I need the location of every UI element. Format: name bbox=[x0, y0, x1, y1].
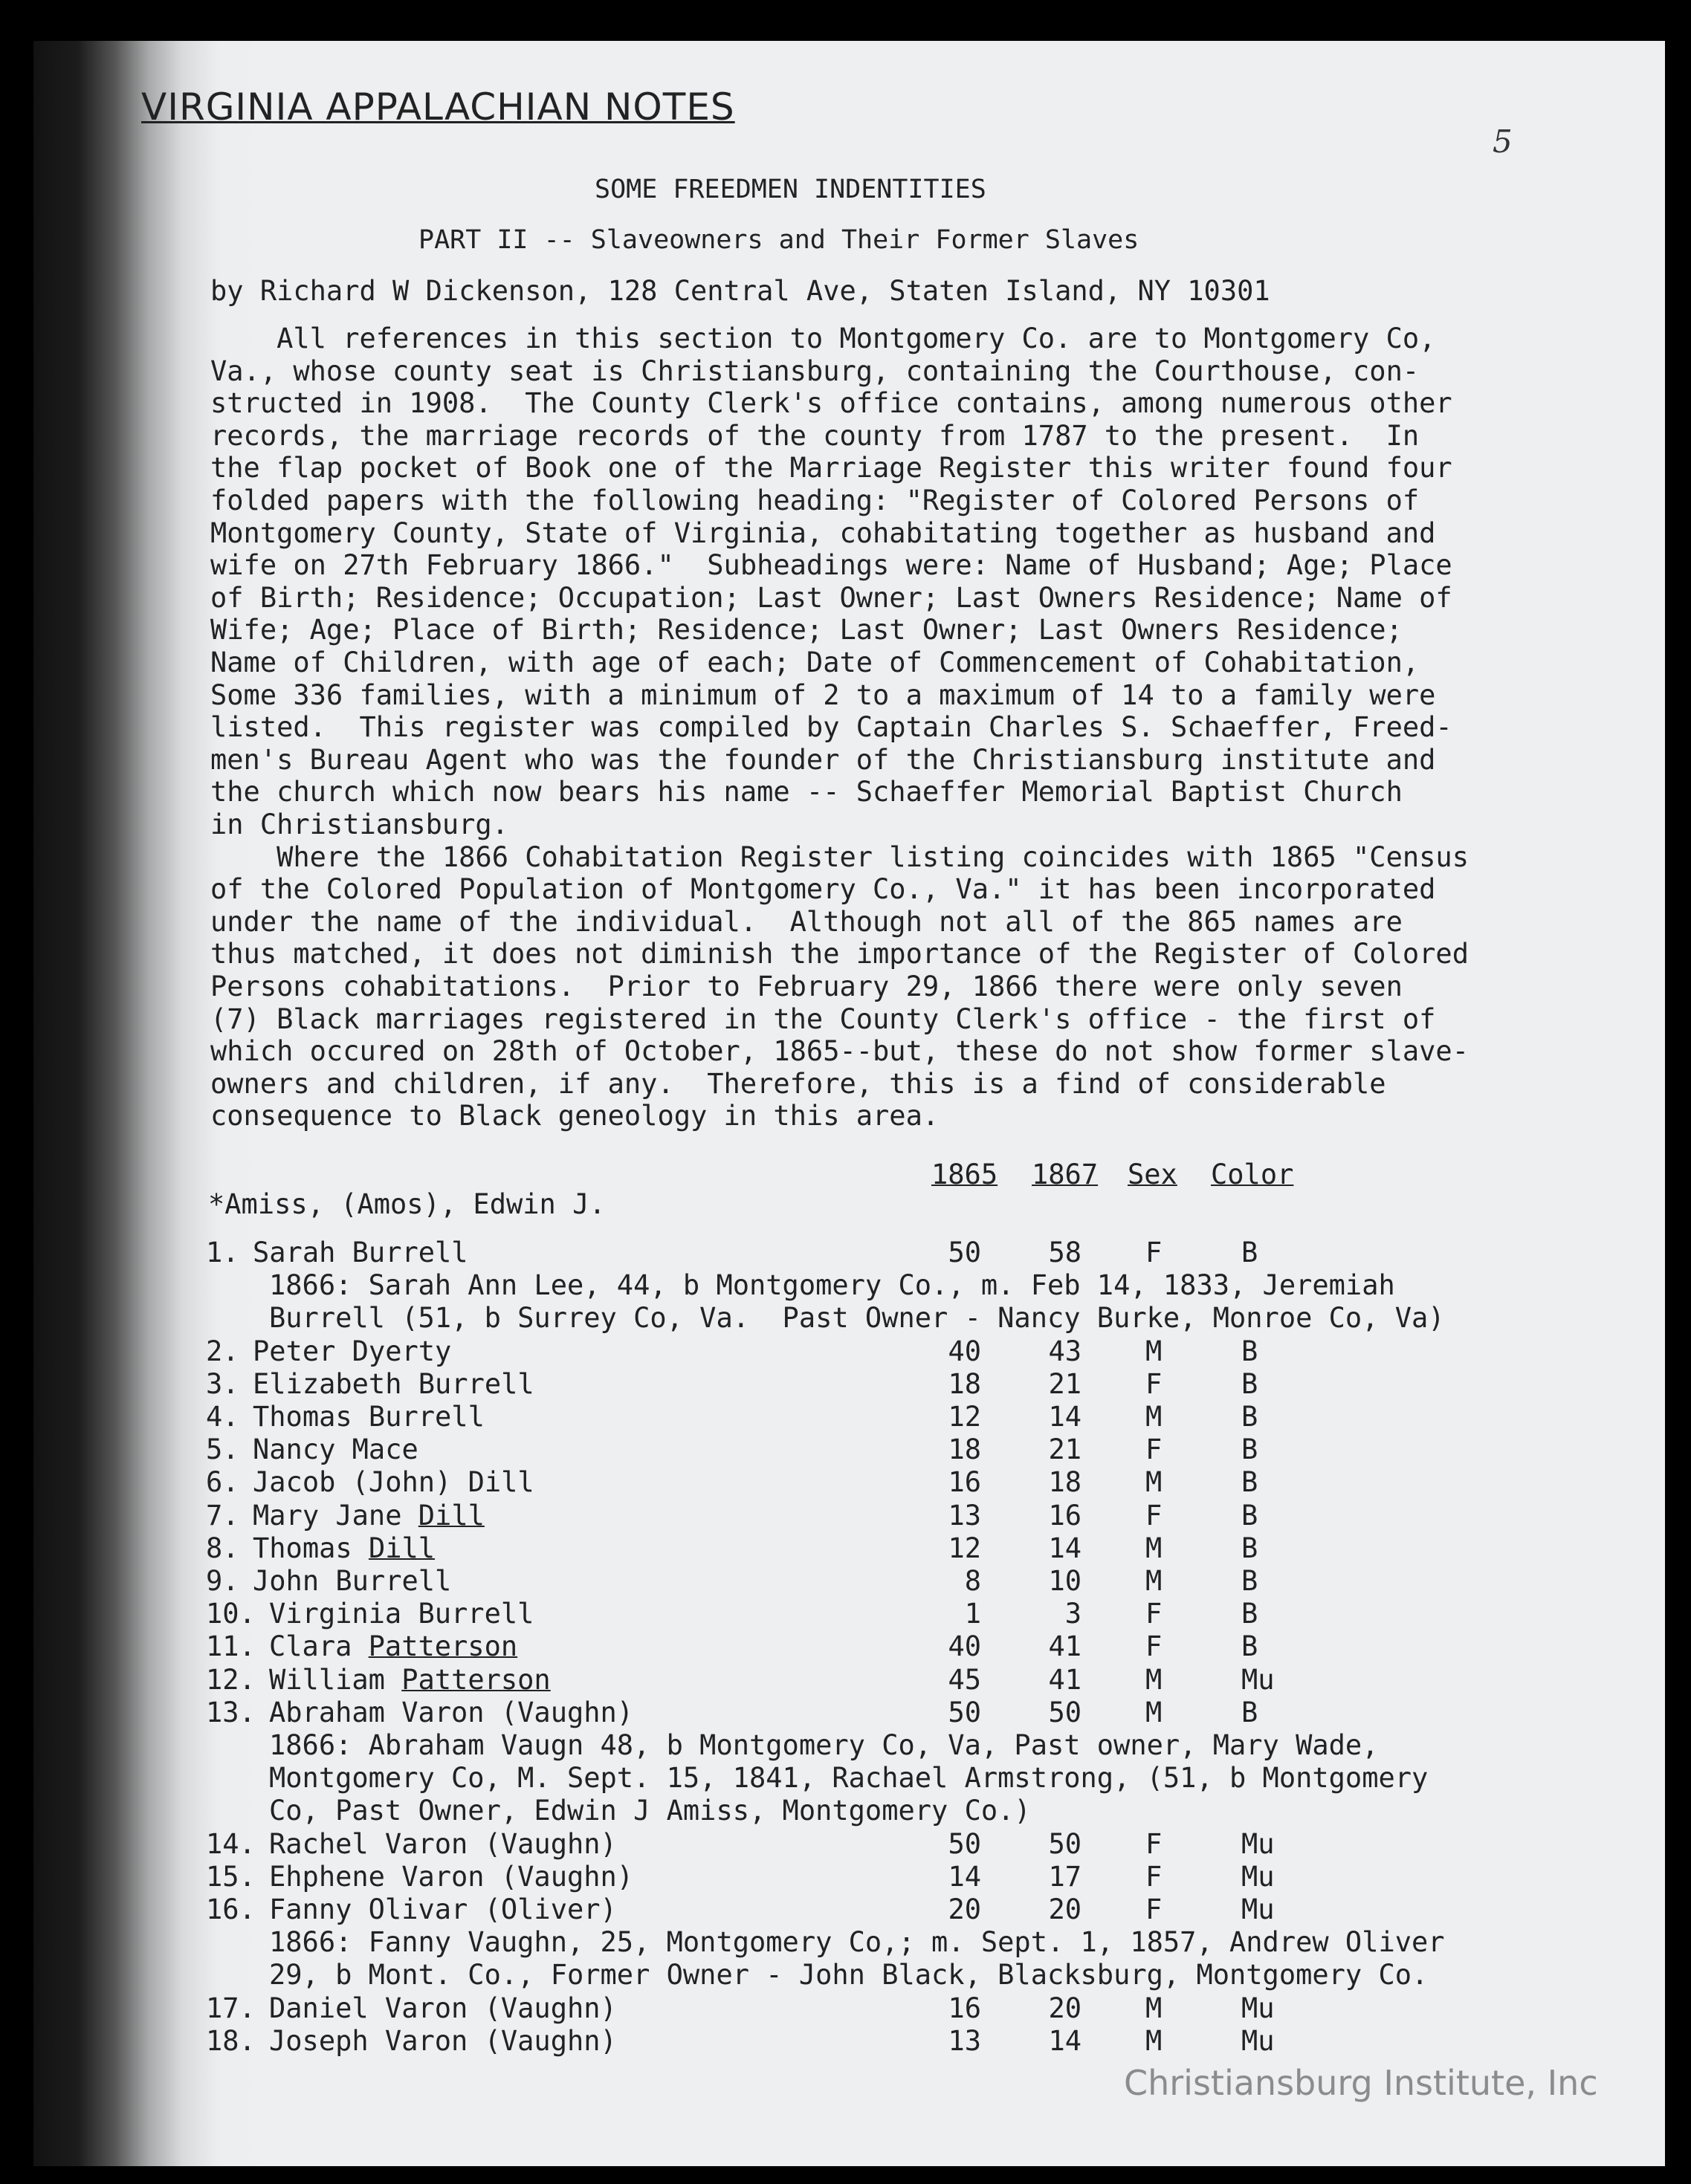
row-name-text: Mary Jane bbox=[253, 1499, 418, 1532]
row-name-text: Fanny Olivar (Oliver) bbox=[269, 1893, 617, 1925]
body-line: men's Bureau Agent who was the founder of the Christiansburg institute and bbox=[210, 743, 1436, 776]
row-name-text: Elizabeth Burrell bbox=[253, 1367, 534, 1400]
value-color: Mu bbox=[1241, 1992, 1275, 2024]
article-title: SOME FREEDMEN INDENTITIES bbox=[595, 175, 986, 204]
row-name-text: William bbox=[269, 1663, 402, 1696]
owner-heading: *Amiss, (Amos), Edwin J. bbox=[208, 1188, 606, 1220]
row-name bbox=[269, 2024, 617, 2057]
value-1867: 58 bbox=[1048, 1237, 1081, 1268]
row-note-line: 1866: Abraham Vaugn 48, b Montgomery Co, Va, Past owner, Mary Wade, bbox=[269, 1729, 1379, 1761]
body-line: Wife; Age; Place of Birth; Residence; Last Owner; Last Owners Residence; bbox=[210, 614, 1403, 647]
value-color: B bbox=[1241, 1466, 1258, 1499]
row-name-text: Thomas bbox=[253, 1532, 369, 1564]
row-number: 3. bbox=[206, 1367, 239, 1400]
row-surname-underlined: Patterson bbox=[368, 1630, 518, 1663]
value-1867: 21 bbox=[1048, 1433, 1081, 1466]
row-name-text: Joseph Varon (Vaughn) bbox=[269, 2024, 617, 2057]
value-sex: M bbox=[1145, 1663, 1163, 1696]
body-line: Where the 1866 Cohabitation Register listing coincides with 1865 "Census bbox=[210, 840, 1469, 873]
row-name-text: Ehphene Varon (Vaughn) bbox=[269, 1860, 634, 1893]
value-1867: 16 bbox=[1048, 1499, 1081, 1532]
row-name-text: Rachel Varon (Vaughn) bbox=[269, 1827, 617, 1860]
value-sex: M bbox=[1145, 1401, 1163, 1433]
row-name bbox=[269, 1893, 617, 1925]
row-number: 7. bbox=[206, 1499, 239, 1532]
row-name-text: Thomas Burrell bbox=[253, 1401, 485, 1433]
row-name bbox=[269, 1827, 617, 1860]
row-name bbox=[253, 1433, 418, 1466]
row-name-text: Virginia Burrell bbox=[269, 1598, 534, 1630]
column-header-sex: Sex bbox=[1128, 1159, 1177, 1190]
value-sex: M bbox=[1145, 1532, 1163, 1564]
row-note-line: Co, Past Owner, Edwin J Amiss, Montgomery Co.) bbox=[269, 1795, 1031, 1827]
row-name-text: Daniel Varon (Vaughn) bbox=[269, 1992, 617, 2024]
journal-header: VIRGINIA APPALACHIAN NOTES bbox=[141, 85, 735, 129]
value-1865: 40 bbox=[948, 1335, 981, 1367]
value-1867: 41 bbox=[1048, 1663, 1081, 1696]
value-color: B bbox=[1241, 1433, 1258, 1466]
body-line: records, the marriage records of the county from 1787 to the present. In bbox=[210, 419, 1420, 452]
row-name bbox=[269, 1663, 551, 1696]
body-line: listed. This register was compiled by Captain Charles S. Schaeffer, Freed- bbox=[210, 711, 1452, 744]
value-1867: 20 bbox=[1048, 1992, 1081, 2024]
value-1865: 14 bbox=[948, 1860, 981, 1893]
row-name-text: Jacob (John) Dill bbox=[253, 1466, 534, 1499]
row-name-text: John Burrell bbox=[253, 1565, 452, 1597]
value-1865: 1 bbox=[964, 1598, 981, 1630]
row-number: 14. bbox=[206, 1827, 256, 1860]
value-sex: F bbox=[1145, 1860, 1163, 1893]
value-color: Mu bbox=[1241, 2024, 1275, 2057]
row-number: 12. bbox=[206, 1663, 256, 1696]
value-sex: F bbox=[1145, 1893, 1163, 1925]
row-name bbox=[269, 1598, 534, 1630]
value-1865: 8 bbox=[964, 1565, 981, 1597]
value-color: Mu bbox=[1241, 1827, 1275, 1860]
row-name-text: Sarah Burrell bbox=[253, 1237, 468, 1268]
value-1865: 50 bbox=[948, 1237, 981, 1268]
column-header-color: Color bbox=[1211, 1159, 1294, 1190]
row-note-line: 29, b Mont. Co., Former Owner - John Black, Blacksburg, Montgomery Co. bbox=[269, 1959, 1429, 1992]
value-1865: 12 bbox=[948, 1401, 981, 1433]
value-1865: 18 bbox=[948, 1367, 981, 1400]
row-note-line: Montgomery Co, M. Sept. 15, 1841, Rachael Armstrong, (51, b Montgomery bbox=[269, 1762, 1429, 1795]
value-color: Mu bbox=[1241, 1860, 1275, 1893]
value-color: B bbox=[1241, 1696, 1258, 1728]
value-1867: 3 bbox=[1064, 1598, 1081, 1630]
value-sex: F bbox=[1145, 1499, 1163, 1532]
value-color: B bbox=[1241, 1630, 1258, 1663]
body-line: Some 336 families, with a minimum of 2 to a maximum of 14 to a family were bbox=[210, 678, 1436, 711]
value-sex: F bbox=[1145, 1433, 1163, 1466]
body-line: of Birth; Residence; Occupation; Last Owner; Last Owners Residence; Name of bbox=[210, 581, 1452, 614]
value-sex: M bbox=[1145, 1565, 1163, 1597]
value-color: B bbox=[1241, 1335, 1258, 1367]
value-sex: F bbox=[1145, 1630, 1163, 1663]
value-1865: 16 bbox=[948, 1992, 981, 2024]
row-name bbox=[253, 1532, 436, 1564]
row-surname-underlined: Dill bbox=[368, 1532, 436, 1564]
body-line: wife on 27th February 1866." Subheadings were: Name of Husband; Age; Place bbox=[210, 549, 1452, 582]
body-line: thus matched, it does not diminish the importance of the Register of Colored bbox=[210, 938, 1469, 971]
value-1865: 16 bbox=[948, 1466, 981, 1499]
column-header-1865: 1865 bbox=[931, 1159, 998, 1190]
body-line: of the Colored Population of Montgomery Co., Va." it has been incorporated bbox=[210, 873, 1436, 906]
body-line: the flap pocket of Book one of the Marriage Register this writer found four bbox=[210, 452, 1452, 485]
row-number: 10. bbox=[206, 1598, 256, 1630]
value-sex: F bbox=[1145, 1827, 1163, 1860]
body-line: under the name of the individual. Although not all of the 865 names are bbox=[210, 905, 1403, 938]
body-line: which occured on 28th of October, 1865--but, these do not show former slave- bbox=[210, 1035, 1469, 1068]
value-sex: F bbox=[1145, 1367, 1163, 1400]
value-sex: M bbox=[1145, 1992, 1163, 2024]
value-1867: 41 bbox=[1048, 1630, 1081, 1663]
value-1865: 45 bbox=[948, 1663, 981, 1696]
body-line: (7) Black marriages registered in the County Clerk's office - the first of bbox=[210, 1002, 1436, 1035]
body-line: owners and children, if any. Therefore, this is a find of considerable bbox=[210, 1067, 1386, 1100]
value-sex: M bbox=[1145, 1466, 1163, 1499]
value-1865: 13 bbox=[948, 1499, 981, 1532]
column-header-1867: 1867 bbox=[1032, 1159, 1099, 1190]
value-1865: 50 bbox=[948, 1827, 981, 1860]
value-color: B bbox=[1241, 1598, 1258, 1630]
row-number: 13. bbox=[206, 1696, 256, 1728]
row-name bbox=[269, 1992, 617, 2024]
value-1867: 10 bbox=[1048, 1565, 1081, 1597]
body-line: Montgomery County, State of Virginia, cohabitating together as husband and bbox=[210, 516, 1436, 549]
watermark: Christiansburg Institute, Inc bbox=[1124, 2063, 1598, 2103]
row-note-line: 1866: Sarah Ann Lee, 44, b Montgomery Co., m. Feb 14, 1833, Jeremiah bbox=[269, 1269, 1395, 1302]
row-number: 17. bbox=[206, 1992, 256, 2024]
row-name bbox=[253, 1567, 451, 1595]
value-1867: 21 bbox=[1048, 1367, 1081, 1400]
value-1867: 18 bbox=[1048, 1466, 1081, 1499]
row-name-text: Clara bbox=[269, 1630, 369, 1663]
row-surname-underlined: Patterson bbox=[401, 1663, 551, 1696]
value-sex: M bbox=[1145, 1335, 1163, 1367]
row-name bbox=[253, 1335, 452, 1367]
value-1865: 20 bbox=[948, 1893, 981, 1925]
row-name bbox=[253, 1499, 485, 1532]
article-subtitle: PART II -- Slaveowners and Their Former Slaves bbox=[418, 225, 1139, 255]
row-name-text: Nancy Mace bbox=[253, 1433, 418, 1466]
body-line: structed in 1908. The County Clerk's office contains, among numerous other bbox=[210, 387, 1452, 420]
value-sex: M bbox=[1145, 2024, 1163, 2057]
row-name-text: Peter Dyerty bbox=[253, 1335, 452, 1367]
row-number: 9. bbox=[206, 1565, 239, 1597]
row-number: 11. bbox=[206, 1630, 256, 1663]
value-1867: 50 bbox=[1048, 1827, 1081, 1860]
row-number: 1. bbox=[206, 1237, 239, 1268]
row-name bbox=[253, 1367, 534, 1400]
row-name bbox=[269, 1696, 634, 1728]
row-name bbox=[269, 1630, 518, 1663]
body-line: Va., whose county seat is Christiansburg, containing the Courthouse, con- bbox=[210, 354, 1420, 387]
row-note-line: Burrell (51, b Surrey Co, Va. Past Owner - Nancy Burke, Monroe Co, Va) bbox=[269, 1302, 1445, 1335]
value-1865: 18 bbox=[948, 1433, 981, 1466]
value-1867: 14 bbox=[1048, 1532, 1081, 1564]
value-1865: 40 bbox=[948, 1630, 981, 1663]
value-color: B bbox=[1241, 1367, 1258, 1400]
value-1865: 50 bbox=[948, 1696, 981, 1728]
value-color: B bbox=[1241, 1237, 1258, 1268]
row-number: 5. bbox=[206, 1433, 239, 1466]
value-1867: 50 bbox=[1048, 1696, 1081, 1728]
value-sex: F bbox=[1145, 1598, 1163, 1630]
body-line: consequence to Black geneology in this area. bbox=[210, 1100, 940, 1132]
value-sex: F bbox=[1145, 1237, 1163, 1268]
value-1867: 17 bbox=[1048, 1860, 1081, 1893]
row-name bbox=[269, 1860, 634, 1893]
body-line: folded papers with the following heading: "Register of Colored Persons of bbox=[210, 485, 1420, 516]
body-line: in Christiansburg. bbox=[210, 809, 508, 840]
value-sex: M bbox=[1145, 1696, 1163, 1728]
article-byline: by Richard W Dickenson, 128 Central Ave, Staten Island, NY 10301 bbox=[210, 275, 1270, 307]
row-name bbox=[253, 1401, 485, 1433]
row-name-text: Abraham Varon (Vaughn) bbox=[269, 1696, 634, 1728]
value-1867: 14 bbox=[1048, 2024, 1081, 2057]
value-1867: 14 bbox=[1048, 1401, 1081, 1433]
value-1867: 20 bbox=[1048, 1893, 1081, 1925]
value-color: B bbox=[1241, 1565, 1258, 1597]
body-line: All references in this section to Montgomery Co. are to Montgomery Co, bbox=[210, 323, 1436, 354]
value-color: Mu bbox=[1241, 1663, 1275, 1696]
row-surname-underlined: Dill bbox=[418, 1499, 485, 1532]
row-number: 4. bbox=[206, 1401, 239, 1433]
page-number: 5 bbox=[1493, 123, 1513, 160]
row-number: 8. bbox=[206, 1532, 239, 1564]
value-color: Mu bbox=[1241, 1893, 1275, 1925]
value-1867: 43 bbox=[1048, 1335, 1081, 1367]
value-1865: 12 bbox=[948, 1532, 981, 1564]
body-line: Name of Children, with age of each; Date of Commencement of Cohabitation, bbox=[210, 647, 1420, 678]
row-number: 16. bbox=[206, 1893, 256, 1925]
body-line: Persons cohabitations. Prior to February 29, 1866 there were only seven bbox=[210, 971, 1403, 1002]
row-note-line: 1866: Fanny Vaughn, 25, Montgomery Co,; m. Sept. 1, 1857, Andrew Oliver bbox=[269, 1926, 1445, 1959]
value-color: B bbox=[1241, 1499, 1258, 1532]
row-name bbox=[253, 1239, 468, 1266]
value-color: B bbox=[1241, 1532, 1258, 1564]
row-number: 6. bbox=[206, 1466, 239, 1499]
value-1865: 13 bbox=[948, 2024, 981, 2057]
body-line: the church which now bears his name -- Schaeffer Memorial Baptist Church bbox=[210, 776, 1403, 809]
value-color: B bbox=[1241, 1401, 1258, 1433]
row-number: 18. bbox=[206, 2024, 256, 2057]
row-number: 15. bbox=[206, 1860, 256, 1893]
row-number: 2. bbox=[206, 1335, 239, 1367]
row-name bbox=[253, 1466, 534, 1499]
